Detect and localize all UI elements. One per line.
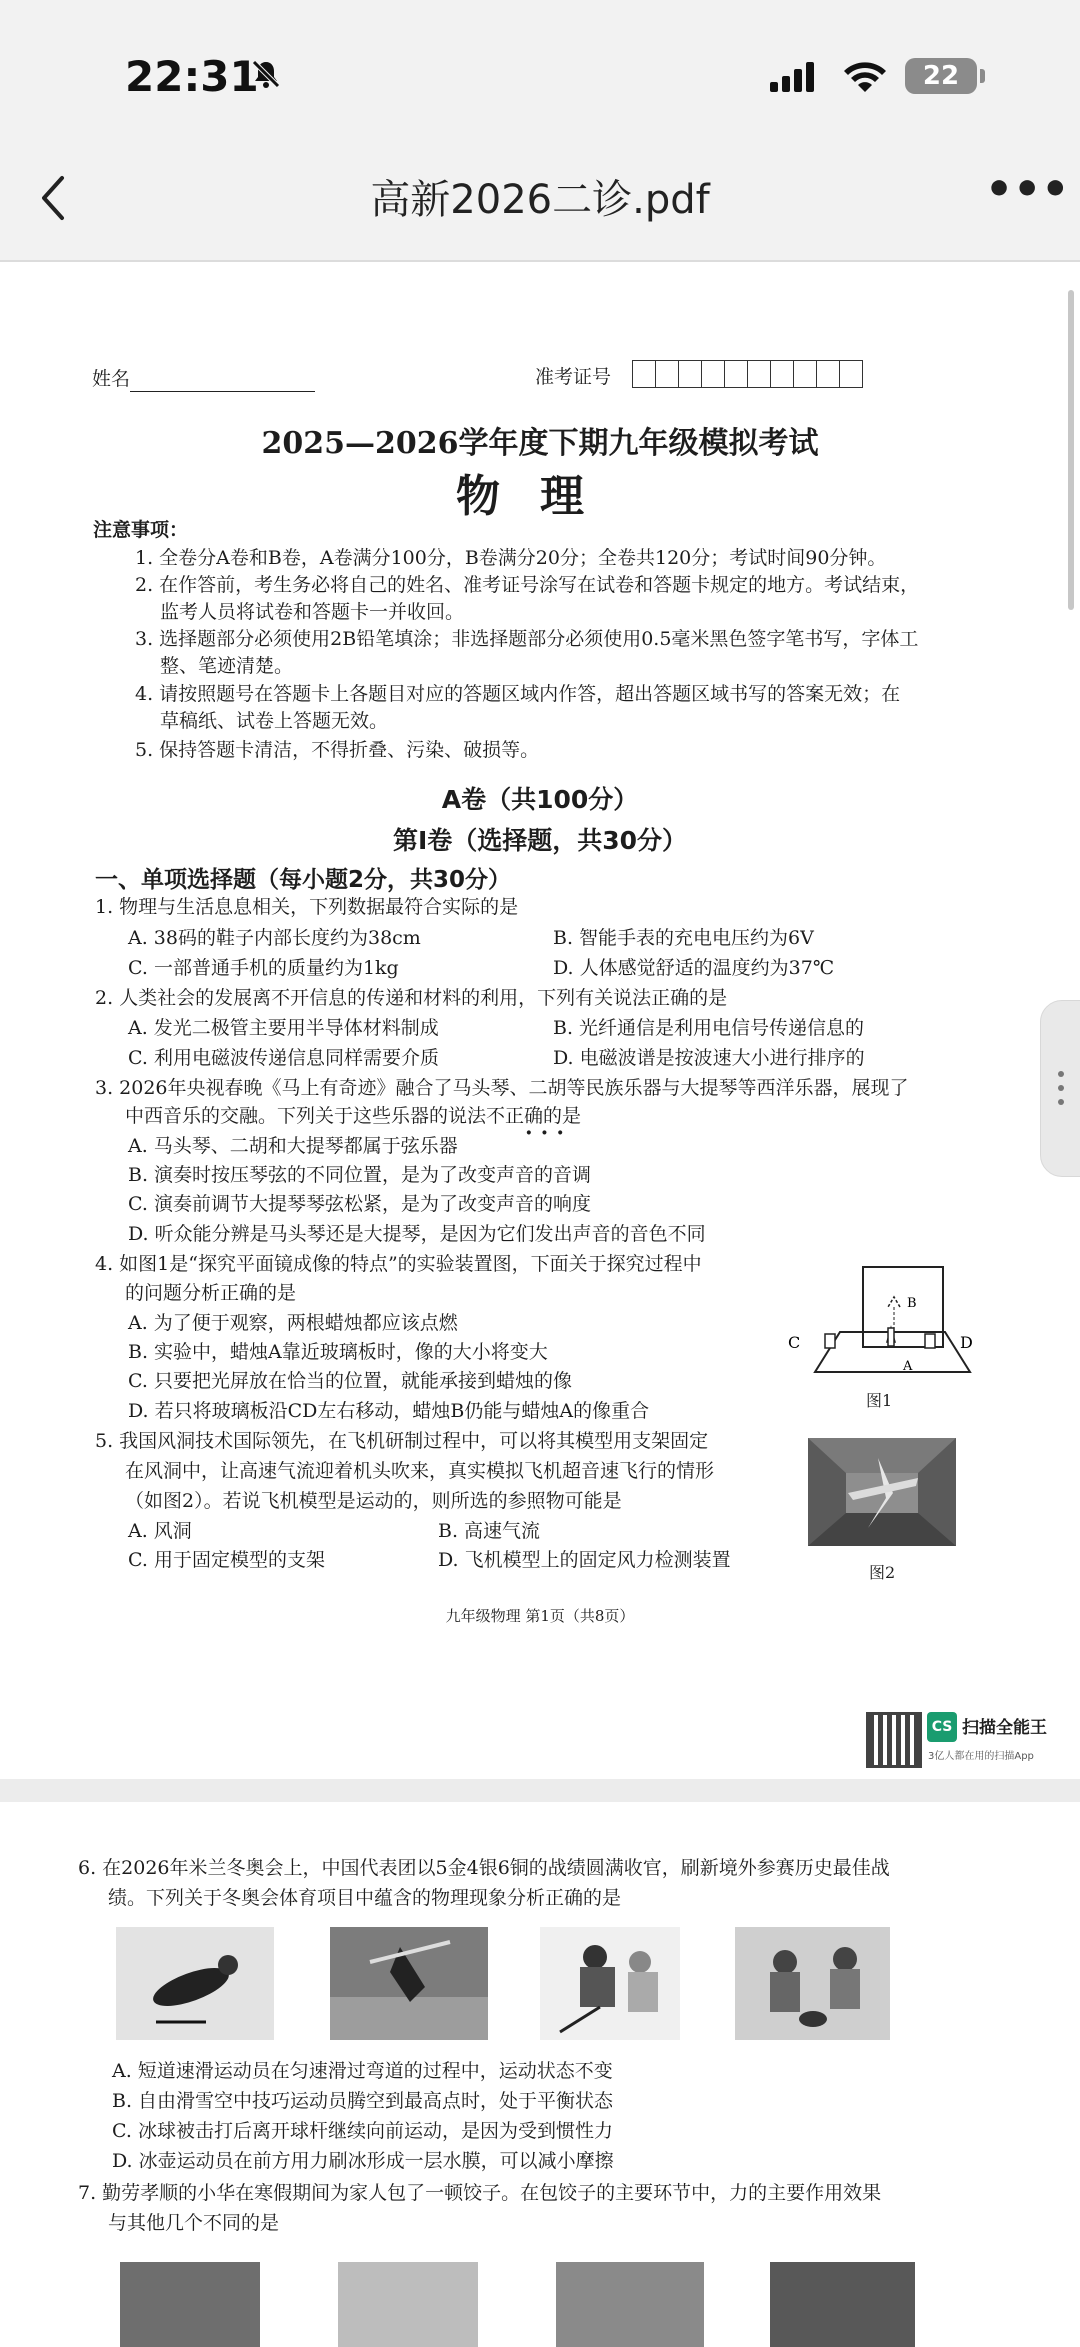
notice-3-cont: 整、笔迹清楚。 — [160, 655, 294, 677]
q1-option-b: B. 智能手表的充电电压约为6V — [553, 927, 814, 949]
q3-stem-cont: 中西音乐的交融。下列关于这些乐器的说法不正确的是 — [125, 1105, 582, 1127]
q5-stem-cont1: 在风洞中，让高速气流迎着机头吹来，真实模拟飞机超音速飞行的情形 — [125, 1460, 715, 1482]
status-time: 22:31 — [125, 52, 259, 101]
figure-2-caption: 图2 — [869, 1563, 896, 1582]
page-options-handle[interactable] — [1040, 1000, 1080, 1177]
battery-icon: 22 — [905, 58, 977, 94]
q4-stem-cont: 的问题分析正确的是 — [125, 1282, 297, 1304]
notice-3: 3. 选择题部分必须使用2B铅笔填涂；非选择题部分必须使用0.5毫米黑色签字笔书写，字体工 — [135, 628, 919, 650]
question-type: 一、单项选择题（每小题2分，共30分） — [95, 867, 512, 893]
q4-option-d: D. 若只将玻璃板沿CD左右移动，蜡烛B仍能与蜡烛A的像重合 — [128, 1400, 650, 1422]
cellular-signal-icon — [768, 60, 818, 94]
q2-option-a: A. 发光二极管主要用半导体材料制成 — [128, 1017, 439, 1039]
fig1-label-b: B — [907, 1296, 917, 1311]
exam-title: 2025—2026学年度下期九年级模拟考试 — [261, 426, 819, 461]
q1-option-a: A. 38码的鞋子内部长度约为38cm — [128, 927, 421, 949]
q5-option-b: B. 高速气流 — [438, 1520, 541, 1542]
ice-hockey-photo — [540, 1927, 680, 2040]
mute-bell-icon — [250, 58, 282, 90]
notice-2: 2. 在作答前，考生务必将自己的姓名、准考证号涂写在试卷和答题卡规定的地方。考试结束， — [135, 574, 920, 596]
q7-stem: 7. 勤劳孝顺的小华在寒假期间为家人包了一顿饺子。在包饺子的主要环节中，力的主要作用效果 — [78, 2182, 882, 2204]
document-title: 高新2026二诊.pdf — [370, 177, 710, 223]
exam-subject: 物理 — [456, 471, 624, 522]
curling-photo — [735, 1927, 890, 2040]
camscanner-name: 扫描全能王 — [962, 1718, 1047, 1738]
q3-option-b: B. 演奏时按压琴弦的不同位置，是为了改变声音的音调 — [128, 1164, 592, 1186]
q5-stem-cont2: （如图2）。若说飞机模型是运动的，则所选的参照物可能是 — [125, 1490, 622, 1512]
dumpling-photo-2 — [338, 2262, 478, 2347]
notice-5: 5. 保持答题卡清洁，不得折叠、污染、破损等。 — [135, 739, 540, 761]
part-1-title: 第Ⅰ卷（选择题，共30分） — [392, 826, 688, 855]
q6-option-b: B. 自由滑雪空中技巧运动员腾空到最高点时，处于平衡状态 — [112, 2090, 614, 2112]
q3-stem: 3. 2026年央视春晚《马上有奇迹》融合了马头琴、二胡等民族乐器与大提琴等西洋乐器，展现了 — [95, 1077, 909, 1099]
q6-option-d: D. 冰壶运动员在前方用力刷冰形成一层水膜，可以减小摩擦 — [112, 2150, 614, 2172]
q5-option-c: C. 用于固定模型的支架 — [128, 1549, 325, 1571]
fig1-label-c: C — [788, 1333, 801, 1352]
q1-stem: 1. 物理与生活息息相关，下列数据最符合实际的是 — [95, 896, 519, 918]
camscanner-tagline: 3亿人都在用的扫描App — [928, 1751, 1034, 1762]
emphasis-dots: ··· — [525, 1120, 572, 1146]
figure-2-wind-tunnel-photo — [808, 1438, 956, 1546]
fig1-label-d: D — [960, 1333, 973, 1352]
aerial-skiing-photo — [330, 1927, 488, 2040]
status-bar — [0, 0, 1080, 150]
q6-stem: 6. 在2026年米兰冬奥会上，中国代表团以5金4银6铜的战绩圆满收官，刷新境外参赛历史最佳战 — [78, 1857, 890, 1879]
scrollbar[interactable] — [1068, 290, 1074, 610]
section-a-title: A卷（共100分） — [441, 785, 639, 814]
figure-1-caption: 图1 — [866, 1391, 893, 1410]
notice-2-cont: 监考人员将试卷和答题卡一并收回。 — [160, 601, 465, 623]
q6-option-a: A. 短道速滑运动员在匀速滑过弯道的过程中，运动状态不变 — [112, 2060, 613, 2082]
ticket-label: 准考证号 — [535, 366, 612, 388]
dumpling-photo-3 — [556, 2262, 704, 2347]
name-field — [92, 366, 315, 392]
speed-skating-photo — [116, 1927, 274, 2040]
q1-option-c: C. 一部普通手机的质量约为1kg — [128, 957, 399, 979]
more-options-icon[interactable]: ••• — [985, 164, 1070, 215]
name-label: 姓名 — [92, 368, 131, 390]
q4-option-a: A. 为了便于观察，两根蜡烛都应该点燃 — [128, 1312, 458, 1334]
q5-option-d: D. 飞机模型上的固定风力检测装置 — [438, 1549, 731, 1571]
q7-stem-cont: 与其他几个不同的是 — [108, 2212, 280, 2234]
dumpling-photo-1 — [120, 2262, 260, 2347]
q3-option-a: A. 马头琴、二胡和大提琴都属于弦乐器 — [128, 1135, 458, 1157]
q6-option-c: C. 冰球被击打后离开球杆继续向前运动，是因为受到惯性力 — [112, 2120, 613, 2142]
q5-stem: 5. 我国风洞技术国际领先，在飞机研制过程中，可以将其模型用支架固定 — [95, 1430, 709, 1452]
camscanner-logo: CS — [927, 1712, 957, 1742]
q4-stem: 4. 如图1是“探究平面镜成像的特点”的实验装置图，下面关于探究过程中 — [95, 1253, 702, 1275]
q5-option-a: A. 风洞 — [128, 1520, 192, 1542]
battery-tip — [980, 69, 985, 83]
page-footer: 九年级物理 第1页（共8页） — [445, 1607, 635, 1625]
q4-option-c: C. 只要把光屏放在恰当的位置，就能承接到蜡烛的像 — [128, 1370, 572, 1392]
name-underline — [130, 371, 315, 392]
q1-option-d: D. 人体感觉舒适的温度约为37℃ — [553, 957, 835, 979]
figure-1-mirror-diagram — [785, 1262, 995, 1382]
q6-stem-cont: 绩。下列关于冬奥会体育项目中蕴含的物理现象分析正确的是 — [108, 1887, 622, 1909]
nav-bar — [0, 150, 1080, 262]
notice-4-cont: 草稿纸、试卷上答题无效。 — [160, 710, 389, 732]
ticket-number-boxes — [632, 360, 862, 388]
q4-option-b: B. 实验中，蜡烛A靠近玻璃板时，像的大小将变大 — [128, 1341, 548, 1363]
notice-title: 注意事项： — [93, 519, 189, 541]
q3-option-d: D. 听众能分辨是马头琴还是大提琴，是因为它们发出声音的音色不同 — [128, 1223, 706, 1245]
q2-option-c: C. 利用电磁波传递信息同样需要介质 — [128, 1047, 439, 1069]
qr-code-icon — [866, 1712, 922, 1768]
wifi-icon — [840, 58, 890, 94]
fig1-label-a: A — [903, 1359, 913, 1374]
notice-1: 1. 全卷分A卷和B卷，A卷满分100分，B卷满分20分；全卷共120分；考试时间90分钟。 — [135, 547, 887, 569]
q2-option-b: B. 光纤通信是利用电信号传递信息的 — [553, 1017, 865, 1039]
q2-stem: 2. 人类社会的发展离不开信息的传递和材料的利用，下列有关说法正确的是 — [95, 987, 728, 1009]
notice-4: 4. 请按照题号在答题卡上各题目对应的答题区域内作答，超出答题区域书写的答案无效；在 — [135, 683, 901, 705]
q2-option-d: D. 电磁波谱是按波速大小进行排序的 — [553, 1047, 865, 1069]
q3-option-c: C. 演奏前调节大提琴琴弦松紧，是为了改变声音的响度 — [128, 1193, 591, 1215]
dumpling-photo-4 — [770, 2262, 915, 2347]
